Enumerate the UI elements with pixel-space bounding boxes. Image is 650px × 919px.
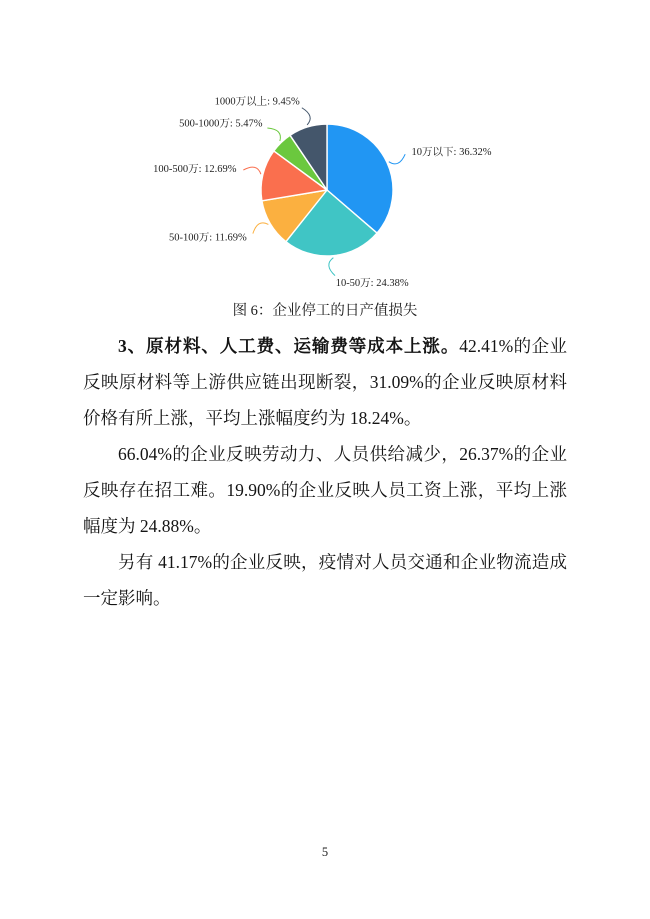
- pie-slice-label: 100-500万: 12.69%: [153, 163, 237, 175]
- pie-leader-line: [329, 258, 335, 276]
- pie-slice-label: 1000万以上: 9.45%: [214, 96, 300, 108]
- pie-slice-label: 500-1000万: 5.47%: [179, 118, 263, 130]
- pie-leader-line: [302, 108, 310, 125]
- pie-leader-line: [267, 128, 280, 141]
- pie-chart: [0, 0, 650, 310]
- pie-leader-line: [243, 167, 260, 174]
- body-text: [83, 328, 567, 616]
- pie-leader-line: [389, 154, 405, 164]
- paragraph-lead-rest: 42.41%的企业反映原材料等上游供应链出现断裂，31.09%的企业反映原材料价格有所上涨，平均上涨幅度约为 18.24%。: [83, 336, 568, 428]
- figure-caption: 图 6：企业停工的日产值损失: [232, 303, 418, 319]
- pie-slice-label: 10-50万: 24.38%: [335, 278, 409, 290]
- paragraph-logistics-impact: 另有 41.17%的企业反映，疫情对人员交通和企业物流造成一定影响。: [83, 552, 567, 608]
- pie-slice-label: 10万以下: 36.32%: [411, 146, 492, 158]
- paragraph-lead-bold: 3、原材料、人工费、运输费等成本上涨。: [118, 336, 460, 356]
- pie-slice-label: 50-100万: 11.69%: [169, 232, 247, 244]
- page-number: 5: [321, 845, 329, 859]
- pie-leader-line: [253, 223, 269, 234]
- paragraph-labor-supply: 66.04%的企业反映劳动力、人员供给减少，26.37%的企业反映存在招工难。19.90%的企业反映人员工资上涨，平均上涨幅度为 24.88%。: [83, 444, 567, 536]
- paragraph-cost-increase: [83, 328, 567, 436]
